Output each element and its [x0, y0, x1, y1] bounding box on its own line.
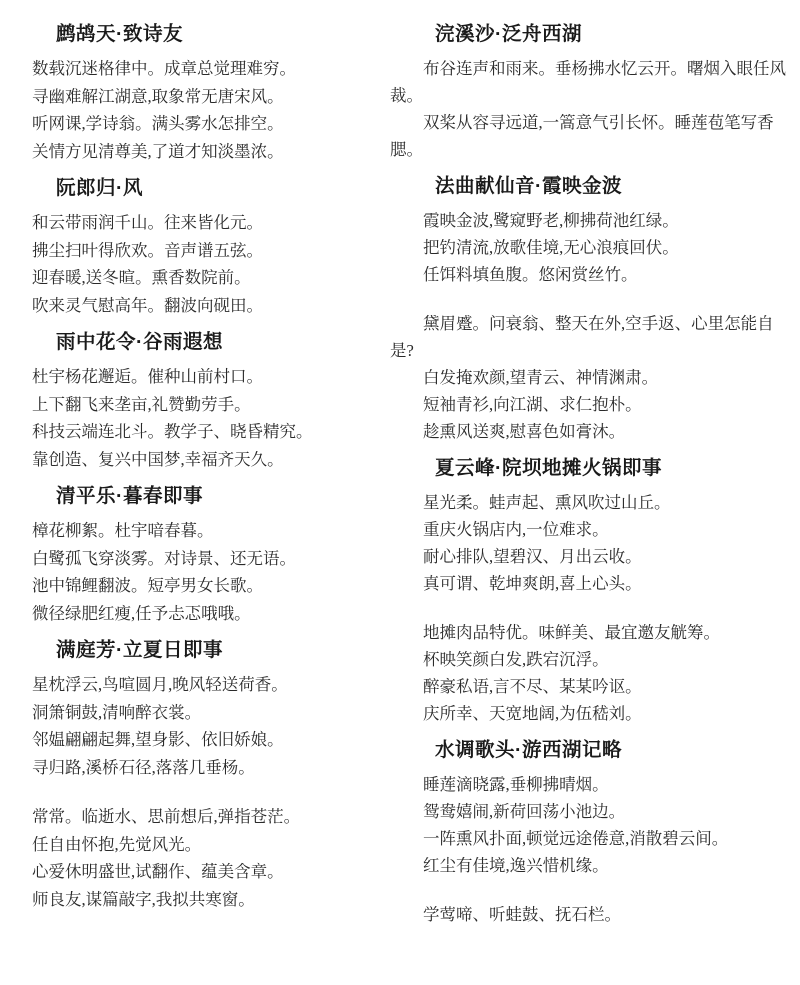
poem	[32, 176, 374, 319]
poem	[390, 174, 790, 445]
verse-line: 杜宇杨花邂逅。催种山前村口。	[32, 367, 263, 386]
verse-line: 寻幽难解江湖意,取象常无唐宋风。	[32, 86, 284, 106]
verse-line: 靠创造、复兴中国梦,幸福齐天久。	[32, 449, 284, 469]
stanza	[32, 55, 374, 165]
poem	[32, 330, 374, 473]
stanza	[390, 771, 790, 879]
verse-line: 趁熏风送爽,慰喜色如膏沐。	[423, 422, 626, 441]
verse-line: 耐心排队,望碧汉、月出云收。	[423, 547, 642, 566]
verse-line: 洞箫铜鼓,清响醉衣裳。	[32, 702, 202, 722]
verse-line: 杯映笑颜白发,跌宕沉浮。	[423, 650, 609, 669]
stanza	[32, 209, 374, 319]
poem	[390, 22, 790, 163]
verse-line: 吹来灵气慰高年。翻波向砚田。	[32, 295, 263, 315]
poem-title: 法曲献仙音·霞映金波	[435, 175, 622, 197]
verse-line: 庆所幸、天宽地阔,为伍嵇刘。	[423, 704, 642, 723]
verse-line: 一阵熏风扑面,顿觉远途倦意,消散碧云间。	[423, 829, 729, 848]
verse-line: 听网课,学诗翁。满头雾水怎排空。	[32, 114, 284, 133]
poem-title: 雨中花令·谷雨遐想	[56, 331, 223, 353]
verse-line: 双桨从容寻远道,一篙意气引长怀。睡莲苞笔写香腮。	[390, 113, 774, 159]
stanza	[32, 803, 374, 913]
verse-line: 科技云端连北斗。教学子、晓昏精究。	[32, 422, 313, 441]
poem-title: 清平乐·暮春即事	[56, 485, 203, 507]
verse-line: 邻媪翩翩起舞,望身影、依旧娇娘。	[32, 730, 284, 749]
poem-title: 浣溪沙·泛舟西湖	[435, 23, 582, 45]
verse-line: 微径绿肥红瘦,任予忐忑哦哦。	[32, 603, 251, 623]
poem	[32, 484, 374, 627]
verse-line: 任饵料填鱼腹。悠闲赏丝竹。	[423, 265, 638, 284]
verse-line: 重庆火锅店内,一位难求。	[423, 520, 609, 539]
verse-line: 白鹭孤飞穿淡雾。对诗景、还无语。	[32, 548, 296, 568]
verse-line: 数载沉迷格律中。成章总觉理难穷。	[32, 59, 296, 78]
poem-title: 夏云峰·院坝地摊火锅即事	[435, 457, 662, 479]
verse-line: 星枕浮云,鸟喧圆月,晚风轻送荷香。	[32, 675, 288, 694]
poem-title: 阮郎归·风	[56, 177, 143, 199]
verse-line: 地摊肉品特优。味鲜美、最宜邀友觥筹。	[423, 623, 720, 642]
verse-line: 师良友,谋篇敲字,我拟共寒窗。	[32, 889, 255, 909]
poem-title: 满庭芳·立夏日即事	[56, 639, 223, 661]
verse-line: 心爱休明盛世,试翻作、蕴美含章。	[32, 862, 284, 881]
verse-line: 任自由怀抱,先觉风光。	[32, 834, 202, 854]
verse-line: 迎春暖,送冬暄。熏香数院前。	[32, 268, 251, 287]
stanza	[390, 55, 790, 163]
verse-line: 常常。临逝水、思前想后,弹指苍茫。	[32, 807, 301, 826]
stanza	[390, 619, 790, 727]
poem	[390, 738, 790, 928]
stanza	[390, 489, 790, 597]
column-left	[0, 12, 390, 985]
stanza	[390, 207, 790, 288]
verse-line: 醉豪私语,言不尽、某某吟讴。	[423, 677, 642, 696]
poem	[390, 456, 790, 727]
poem	[32, 638, 374, 913]
stanza	[390, 310, 790, 445]
verse-line: 布谷连声和雨来。垂杨拂水忆云开。曙烟入眼任风裁。	[390, 59, 786, 105]
verse-line: 学莺啼、听蛙鼓、抚石栏。	[423, 905, 621, 924]
verse-line: 关情方见清尊美,了道才知淡墨浓。	[32, 141, 284, 161]
verse-line: 白发掩欢颜,望青云、神情渊肃。	[423, 368, 659, 387]
verse-line: 和云带雨润千山。往来皆化元。	[32, 213, 263, 232]
verse-line: 霞映金波,鹭窥野老,柳拂荷池红绿。	[423, 211, 679, 230]
verse-line: 红尘有佳境,逸兴惜机缘。	[423, 856, 609, 875]
poem-title: 鹧鸪天·致诗友	[56, 23, 183, 45]
verse-line: 樟花柳絮。杜宇喑春暮。	[32, 521, 214, 540]
verse-line: 真可谓、乾坤爽朗,喜上心头。	[423, 574, 642, 593]
verse-line: 黛眉蹙。问衰翁、整天在外,空手返、心里怎能自是?	[390, 314, 774, 360]
stanza	[32, 671, 374, 781]
verse-line: 星光柔。蛙声起、熏风吹过山丘。	[423, 493, 671, 512]
poem	[32, 22, 374, 165]
verse-line: 鸳鸯嬉闹,新荷回荡小池边。	[423, 802, 626, 821]
verse-line: 睡莲滴晓露,垂柳拂晴烟。	[423, 775, 609, 794]
verse-line: 把钓清流,放歌佳境,无心浪痕回伏。	[423, 238, 679, 257]
verse-line: 拂尘扫叶得欣欢。音声谱五弦。	[32, 240, 263, 260]
poem-title: 水调歌头·游西湖记略	[435, 739, 622, 761]
verse-line: 池中锦鲤翻波。短亭男女长歌。	[32, 576, 263, 595]
stanza	[32, 517, 374, 627]
verse-line: 上下翻飞来垄亩,礼赞勤劳手。	[32, 394, 251, 414]
stanza	[32, 363, 374, 473]
verse-line: 短袖青衫,向江湖、求仁抱朴。	[423, 395, 642, 414]
stanza	[390, 901, 790, 928]
verse-line: 寻归路,溪桥石径,落落几垂杨。	[32, 757, 255, 777]
column-right	[390, 12, 800, 985]
